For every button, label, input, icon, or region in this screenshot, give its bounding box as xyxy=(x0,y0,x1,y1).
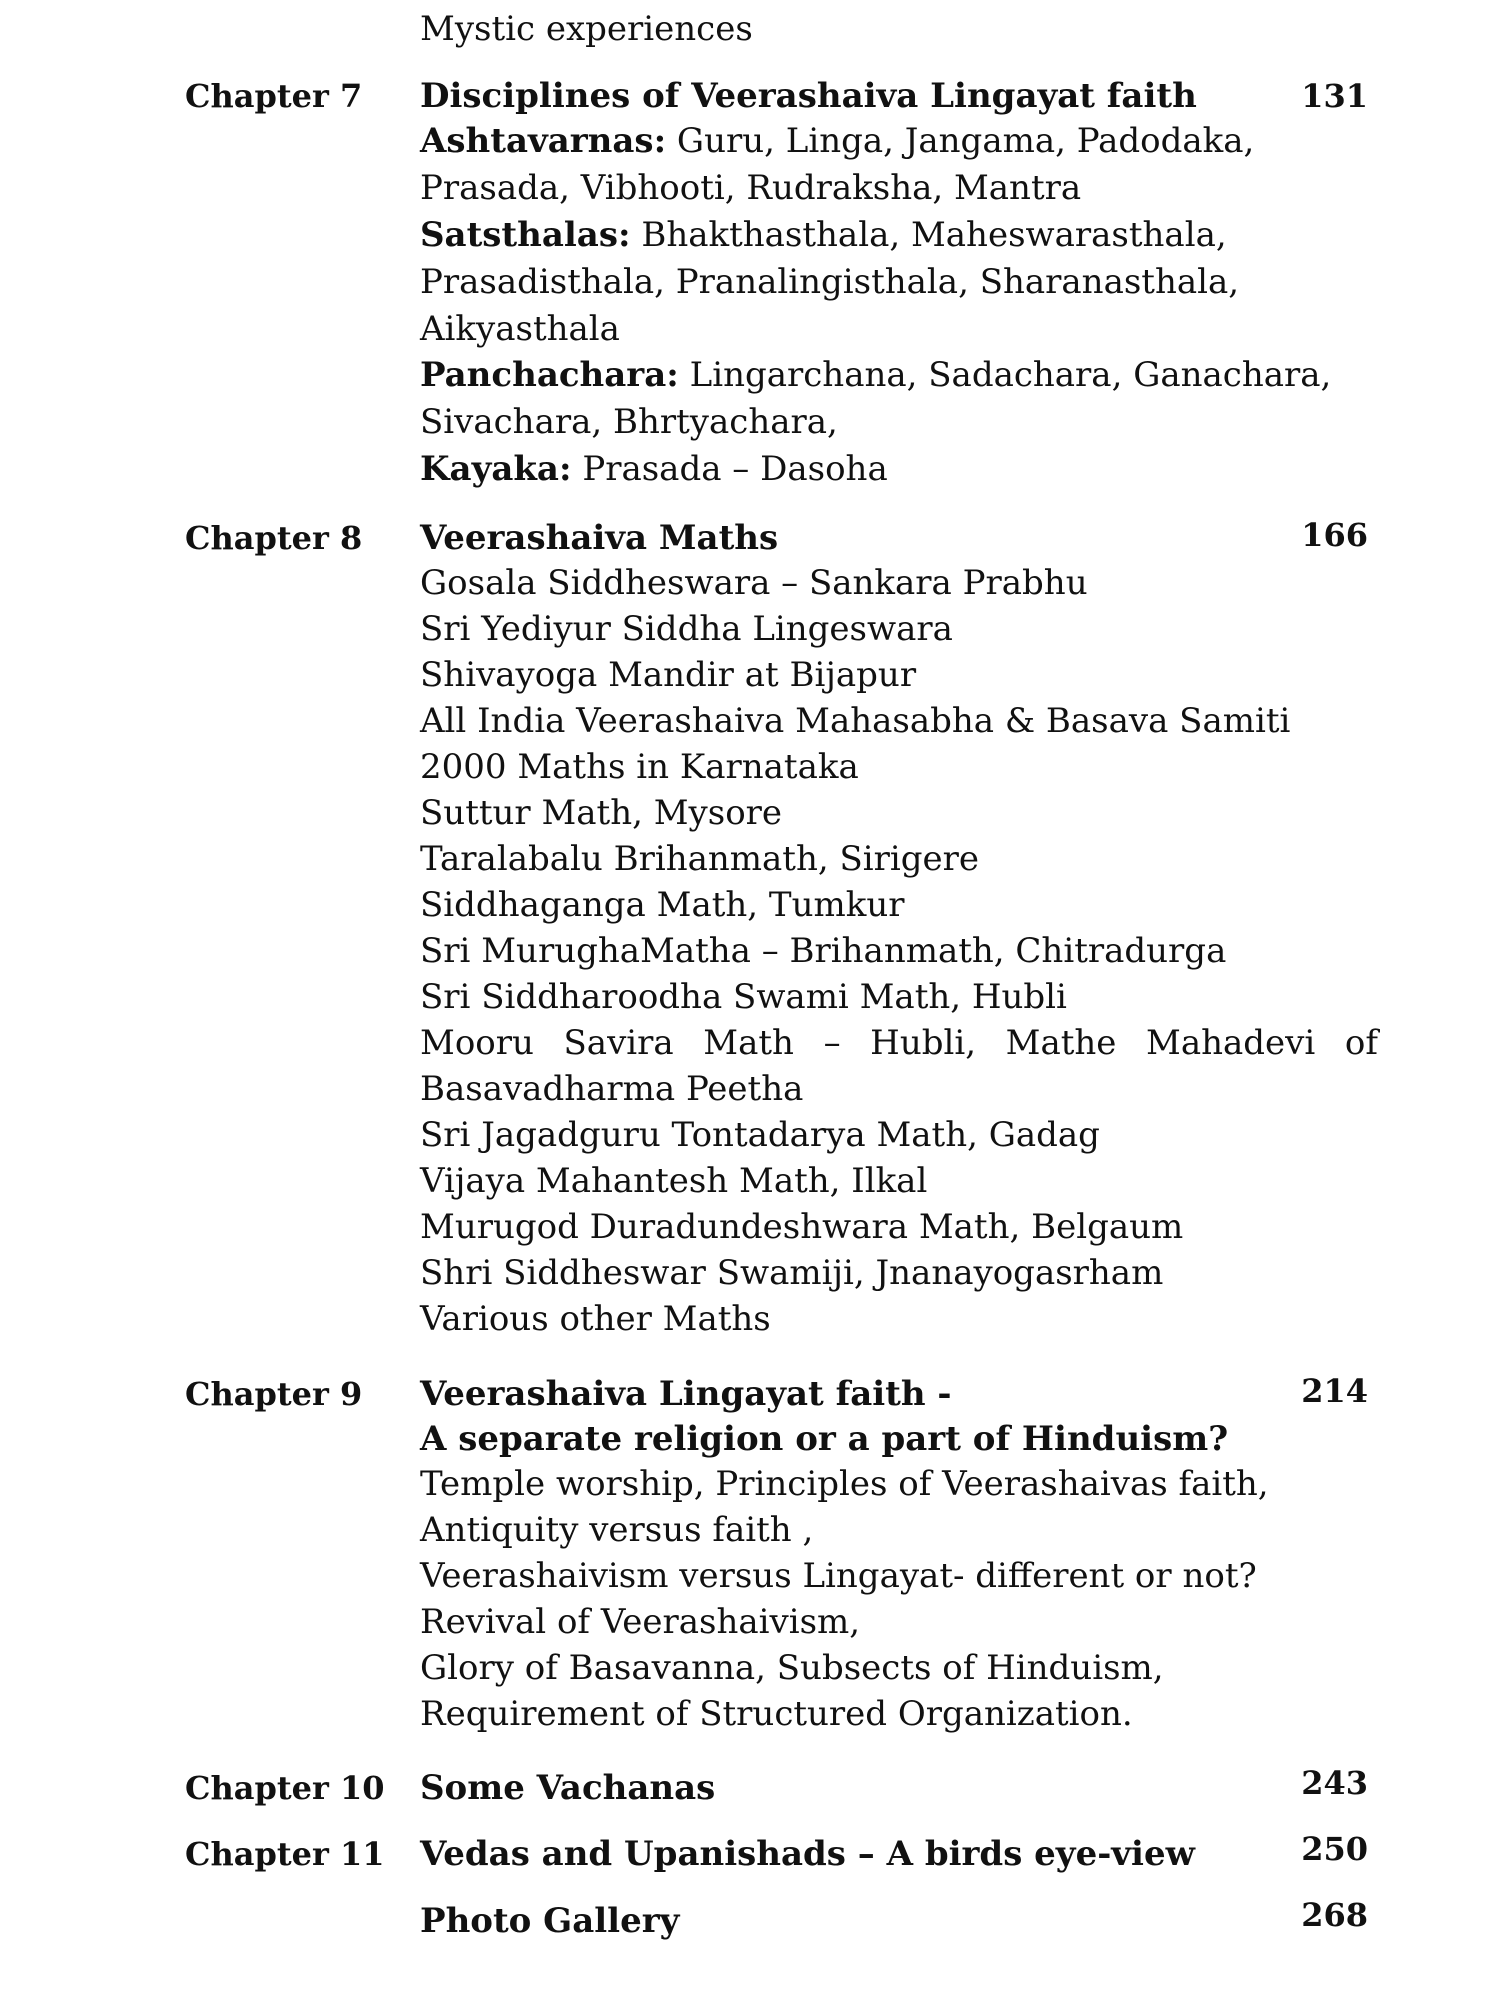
chapter-7-subline xyxy=(420,309,620,349)
word: – xyxy=(823,1023,841,1063)
chapter-7-subline xyxy=(420,215,1227,255)
chapter-7-subline xyxy=(420,121,1254,161)
chapter-8-title: Veerashaiva Maths xyxy=(420,518,779,558)
subline-text: Lingarchana, Sadachara, Ganachara, xyxy=(678,355,1332,395)
subline-text: Bhakthasthala, Maheswarasthala, xyxy=(630,215,1227,255)
chapter-8-subline: Sri Siddharoodha Swami Math, Hubli xyxy=(420,977,1067,1017)
chapter-9-subline: Veerashaivism versus Lingayat- different or not? xyxy=(420,1556,1257,1596)
chapter-9-title-line2: A separate religion or a part of Hinduism? xyxy=(420,1419,1229,1459)
chapter-9-subline: Glory of Basavanna, Subsects of Hinduism, xyxy=(420,1648,1164,1688)
chapter-8-subline: Shivayoga Mandir at Bijapur xyxy=(420,655,917,695)
chapter-8-subline: Sri MurughaMatha – Brihanmath, Chitradurga xyxy=(420,931,1227,971)
chapter-8-subline: Siddhaganga Math, Tumkur xyxy=(420,885,905,925)
word: Savira xyxy=(563,1023,674,1063)
subline-text: Prasadisthala, Pranalingisthala, Sharanasthala, xyxy=(420,262,1240,302)
chapter-8-subline: All India Veerashaiva Mahasabha & Basava Samiti xyxy=(420,701,1291,741)
chapter-7-page-number: 131 xyxy=(1301,77,1368,115)
chapter-8-justified-subline xyxy=(420,1023,1378,1063)
word: Mahadevi xyxy=(1146,1023,1316,1063)
chapter-7-subline xyxy=(420,355,1331,395)
chapter-9-subline: Antiquity versus faith , xyxy=(420,1510,814,1550)
chapter-8-subline: Basavadharma Peetha xyxy=(420,1069,804,1109)
photo-gallery-page-number: 268 xyxy=(1301,1896,1368,1934)
subline-heading: Kayaka: xyxy=(420,449,572,489)
chapter-9-page-number: 214 xyxy=(1301,1372,1368,1410)
subline-heading: Satsthalas: xyxy=(420,215,631,255)
chapter-11-label: Chapter 11 xyxy=(185,1835,385,1873)
chapter-8-subline: 2000 Maths in Karnataka xyxy=(420,747,859,787)
chapter-7-title: Disciplines of Veerashaiva Lingayat faith xyxy=(420,76,1197,116)
word: Math xyxy=(703,1023,794,1063)
chapter-9-subline: Revival of Veerashaivism, xyxy=(420,1602,861,1642)
chapter-10-title: Some Vachanas xyxy=(420,1768,716,1808)
subline-text: Sivachara, Bhrtyachara, xyxy=(420,402,838,442)
chapter-7-subline xyxy=(420,402,838,442)
chapter-8-label: Chapter 8 xyxy=(185,519,363,557)
chapter-7-subline xyxy=(420,168,1081,208)
chapter-8-subline: Sri Yediyur Siddha Lingeswara xyxy=(420,609,953,649)
chapter-11-page-number: 250 xyxy=(1301,1830,1368,1868)
chapter-8-subline: Taralabalu Brihanmath, Sirigere xyxy=(420,839,980,879)
subline-heading: Panchachara: xyxy=(420,355,679,395)
word: Hubli, xyxy=(870,1023,977,1063)
chapter-8-subline: Suttur Math, Mysore xyxy=(420,793,783,833)
chapter-8-subline: Shri Siddheswar Swamiji, Jnanayogasrham xyxy=(420,1253,1164,1293)
chapter-8-page-number: 166 xyxy=(1301,516,1368,554)
chapter-8-subline: Murugod Duradundeshwara Math, Belgaum xyxy=(420,1207,1184,1247)
word: Mathe xyxy=(1005,1023,1117,1063)
chapter-9-title-line1: Veerashaiva Lingayat faith - xyxy=(420,1374,952,1414)
word: Mooru xyxy=(420,1023,534,1063)
chapter-10-label: Chapter 10 xyxy=(185,1769,385,1807)
subline-text: Guru, Linga, Jangama, Padodaka, xyxy=(666,121,1255,161)
subline-text: Aikyasthala xyxy=(420,309,620,349)
chapter-11-title: Vedas and Upanishads – A birds eye-view xyxy=(420,1834,1195,1874)
subline-heading: Ashtavarnas: xyxy=(420,121,667,161)
word: of xyxy=(1344,1023,1378,1063)
subline-text: Prasada – Dasoha xyxy=(571,449,888,489)
chapter-9-subline: Requirement of Structured Organization. xyxy=(420,1694,1133,1734)
subline-text: Prasada, Vibhooti, Rudraksha, Mantra xyxy=(420,168,1082,208)
chapter-8-subline: Vijaya Mahantesh Math, Ilkal xyxy=(420,1161,928,1201)
toc-entry-mystic-experiences: Mystic experiences xyxy=(420,9,753,49)
chapter-8-subline: Various other Maths xyxy=(420,1299,771,1339)
chapter-9-label: Chapter 9 xyxy=(185,1375,363,1413)
chapter-7-subline xyxy=(420,449,888,489)
chapter-7-subline xyxy=(420,262,1239,302)
chapter-8-subline: Sri Jagadguru Tontadarya Math, Gadag xyxy=(420,1115,1100,1155)
chapter-8-subline: Gosala Siddheswara – Sankara Prabhu xyxy=(420,563,1088,603)
chapter-10-page-number: 243 xyxy=(1301,1764,1368,1802)
photo-gallery-title: Photo Gallery xyxy=(420,1901,680,1941)
chapter-9-subline: Temple worship, Principles of Veerashaivas faith, xyxy=(420,1464,1269,1504)
chapter-7-label: Chapter 7 xyxy=(185,77,363,115)
